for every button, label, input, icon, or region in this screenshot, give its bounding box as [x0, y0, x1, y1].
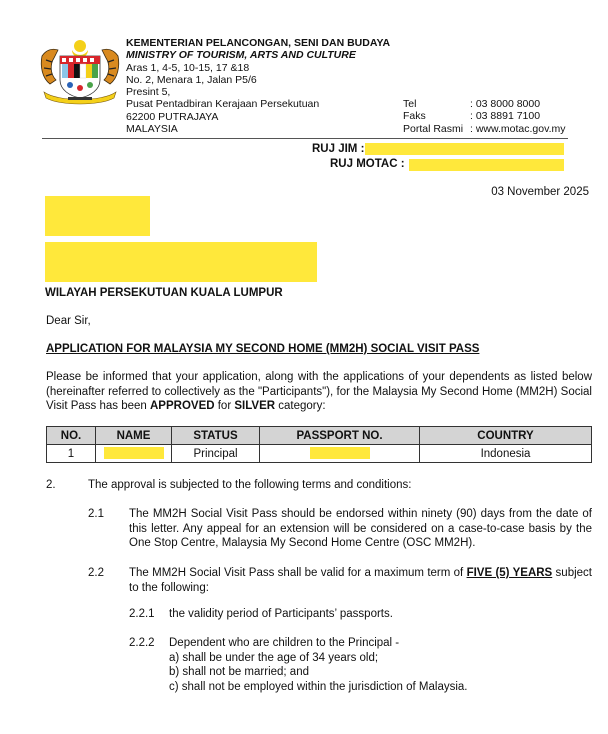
ministry-name-english: MINISTRY OF TOURISM, ARTS AND CULTURE: [126, 49, 356, 62]
item-2-2-1-text: the validity period of Participants’ passports.: [169, 608, 393, 620]
ministry-name-malay: KEMENTERIAN PELANCONGAN, SENI DAN BUDAYA: [126, 37, 391, 49]
intro-text: Please be informed that your application, along with the applications of your dependents as listed below (hereinafter referred to collectively as the "Participants"), for the Malaysia My Second Home (MM2H) Social Visit Pass has been: [46, 371, 592, 412]
intro-paragraph: [46, 370, 592, 414]
intro-text: for: [214, 400, 235, 412]
contact-label: Portal Rasmi: [403, 122, 464, 135]
cell-passport: [260, 445, 420, 463]
item-2-1-text: The MM2H Social Visit Pass should be endorsed within ninety (90) days from the date of this letter. Any appeal for an extension will be considered on a case-to-case basis by the One Stop Centre, Malaysia My Second Home Centre (OSC MM2H).: [129, 508, 592, 549]
table-row: [47, 445, 592, 463]
condition-b: b) shall not be married; and: [169, 666, 309, 678]
header-status: STATUS: [172, 427, 260, 445]
contact-labels: [403, 98, 463, 135]
tel-value: : 03 8000 8000: [470, 98, 541, 110]
cell-status: Principal: [172, 445, 260, 463]
letterhead-divider: [42, 138, 568, 139]
item-2-2-text: [129, 566, 592, 595]
ruj-jim-label: RUJ JIM :: [312, 143, 365, 155]
salutation: Dear Sir,: [46, 315, 91, 327]
condition-a: a) shall be under the age of 34 years old;: [169, 651, 379, 664]
item-2-2-text-part: The MM2H Social Visit Pass shall be valid for a maximum term of: [129, 567, 467, 579]
validity-term: FIVE (5) YEARS: [466, 567, 553, 579]
ruj-motac-redaction: [409, 159, 564, 171]
address-line: Presint 5,: [126, 86, 171, 99]
participants-table: [46, 426, 592, 463]
address-line: Pusat Pentadbiran Kerajaan Persekutuan: [126, 98, 320, 111]
item-2-2-2-text: Dependent who are children to the Principal -: [169, 637, 400, 649]
cell-no: 1: [47, 445, 96, 463]
address-line: Aras 1, 4-5, 10-15, 17 &18: [126, 61, 250, 74]
ruj-jim-redaction: [483, 143, 564, 155]
approval-status: APPROVED: [150, 400, 215, 412]
recipient-address-redaction: [45, 242, 317, 282]
header-name: NAME: [96, 427, 172, 445]
item-2-2-1-number: 2.2.1: [129, 608, 155, 620]
item-2-2-text-part: subject to the following:: [129, 567, 592, 594]
address-line: MALAYSIA: [126, 123, 178, 136]
coat-of-arms-icon: [38, 36, 122, 106]
intro-text: category:: [275, 400, 326, 412]
category-name: SILVER: [234, 400, 276, 412]
fax-value: : 03 8891 7100: [470, 110, 541, 123]
contact-values: [470, 98, 566, 135]
ruj-motac-label: RUJ MOTAC :: [330, 158, 405, 170]
cell-country: Indonesia: [420, 445, 592, 463]
cell-name: [96, 445, 172, 463]
item-2-1-number: 2.1: [88, 508, 104, 520]
address-line: No. 2, Menara 1, Jalan P5/6: [126, 73, 257, 86]
subject-heading: APPLICATION FOR MALAYSIA MY SECOND HOME (MM2H) SOCIAL VISIT PASS: [46, 343, 480, 355]
header-country: COUNTRY: [420, 427, 592, 445]
passport-redaction: [310, 447, 370, 459]
recipient-name-redaction: [45, 196, 150, 236]
ruj-jim-redaction: [365, 143, 483, 155]
condition-c: c) shall not be employed within the jurisdiction of Malaysia.: [169, 680, 468, 693]
letter-date: 03 November 2025: [491, 186, 589, 198]
section-2-number: 2.: [46, 479, 56, 491]
table-header-row: [47, 427, 592, 445]
item-2-2-2-number: 2.2.2: [129, 637, 155, 649]
item-2-2-number: 2.2: [88, 567, 104, 579]
recipient-state: WILAYAH PERSEKUTUAN KUALA LUMPUR: [45, 287, 283, 299]
contact-label: Faks: [403, 110, 426, 123]
contact-label: Tel: [403, 98, 417, 110]
header-no: NO.: [47, 427, 96, 445]
portal-value: : www.motac.gov.my: [470, 122, 566, 135]
item-2-2-2-block: [169, 636, 468, 694]
address-line: 62200 PUTRAJAYA: [126, 110, 219, 123]
name-redaction: [104, 447, 164, 459]
header-passport: PASSPORT NO.: [260, 427, 420, 445]
section-2-text: The approval is subjected to the following terms and conditions:: [88, 479, 412, 491]
